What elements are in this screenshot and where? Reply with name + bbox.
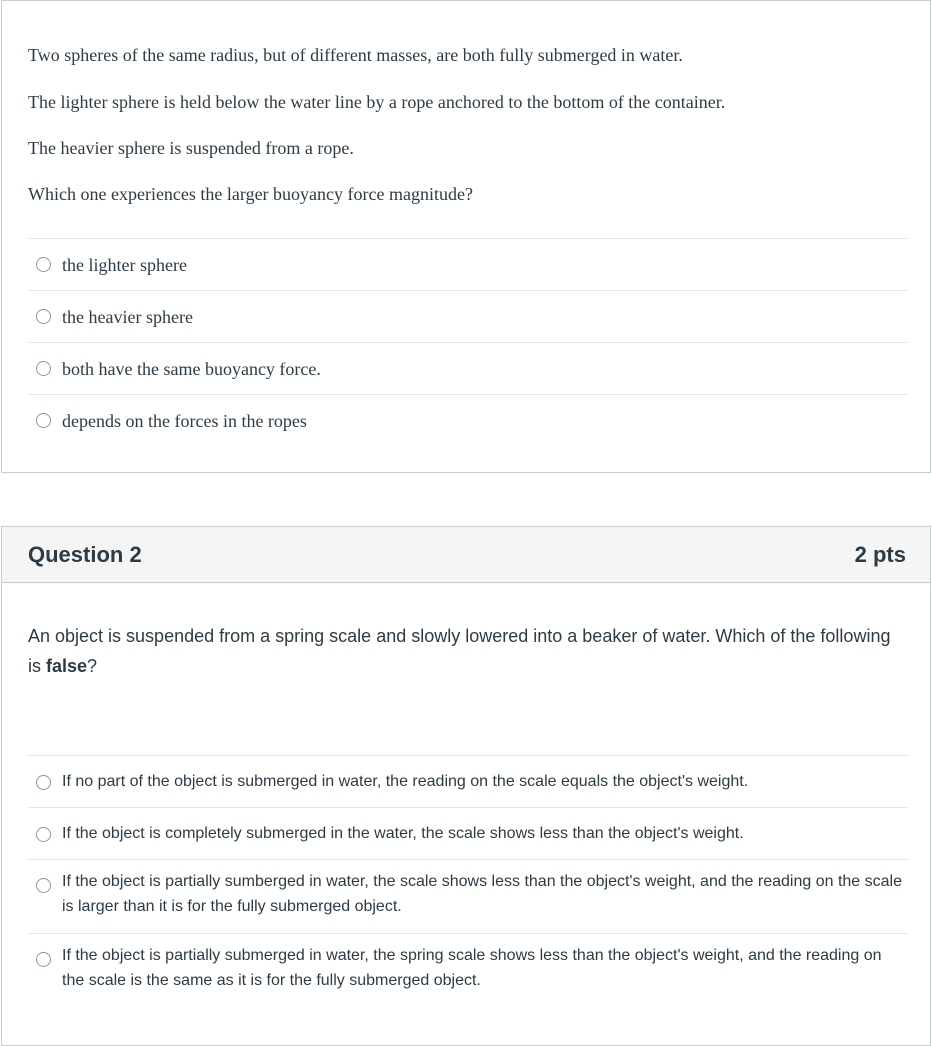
- prompt-text: An object is suspended from a spring scale and slowly lowered into a beaker of water. Which of the following is: [28, 626, 891, 676]
- radio-button[interactable]: [36, 878, 51, 893]
- question-1-prompt: Which one experiences the larger buoyancy force magnitude?: [28, 184, 473, 204]
- question-points: 2 pts: [854, 542, 906, 567]
- answer-label: the heavier sphere: [62, 307, 193, 327]
- answer-label: If the object is partially sumberged in water, the scale shows less than the object's weight, and the reading on the scale is larger than it is for the fully submerged object.: [62, 873, 902, 915]
- question-header: [2, 527, 930, 583]
- question-2-answers: [28, 755, 908, 1007]
- radio-button[interactable]: [36, 952, 51, 967]
- answer-label: If the object is completely submerged in the water, the scale shows less than the object's weight.: [62, 825, 744, 842]
- question-1-paragraph: Two spheres of the same radius, but of different masses, are both fully submerged in water.: [28, 45, 683, 65]
- question-2-card: [1, 526, 931, 1046]
- answer-option[interactable]: [28, 807, 908, 859]
- answer-label: the lighter sphere: [62, 255, 187, 275]
- answer-label: both have the same buoyancy force.: [62, 359, 321, 379]
- radio-button[interactable]: [36, 827, 51, 842]
- answer-option[interactable]: [28, 933, 908, 1007]
- answer-option[interactable]: [28, 238, 908, 290]
- question-1-paragraph: The lighter sphere is held below the water line by a rope anchored to the bottom of the container.: [28, 92, 726, 112]
- prompt-emphasis: false: [46, 656, 88, 676]
- radio-button[interactable]: [36, 775, 51, 790]
- question-2-prompt: [28, 621, 908, 681]
- radio-button[interactable]: [36, 413, 51, 428]
- answer-label: depends on the forces in the ropes: [62, 411, 307, 431]
- question-1-answers: [28, 238, 908, 446]
- answer-option[interactable]: [28, 859, 908, 933]
- answer-option[interactable]: [28, 394, 908, 446]
- answer-option[interactable]: [28, 755, 908, 807]
- answer-label: If the object is partially submerged in water, the spring scale shows less than the object's weight, and the reading on the scale is the same as it is for the fully submerged object.: [62, 947, 882, 989]
- prompt-end: ?: [87, 656, 98, 676]
- answer-option[interactable]: [28, 342, 908, 394]
- question-1-paragraph: The heavier sphere is suspended from a rope.: [28, 138, 354, 158]
- answer-option[interactable]: [28, 290, 908, 342]
- answer-label: If no part of the object is submerged in water, the reading on the scale equals the object's weight.: [62, 773, 749, 790]
- question-1-card: [1, 0, 931, 473]
- radio-button[interactable]: [36, 257, 51, 272]
- question-title: Question 2: [28, 542, 142, 567]
- radio-button[interactable]: [36, 361, 51, 376]
- radio-button[interactable]: [36, 309, 51, 324]
